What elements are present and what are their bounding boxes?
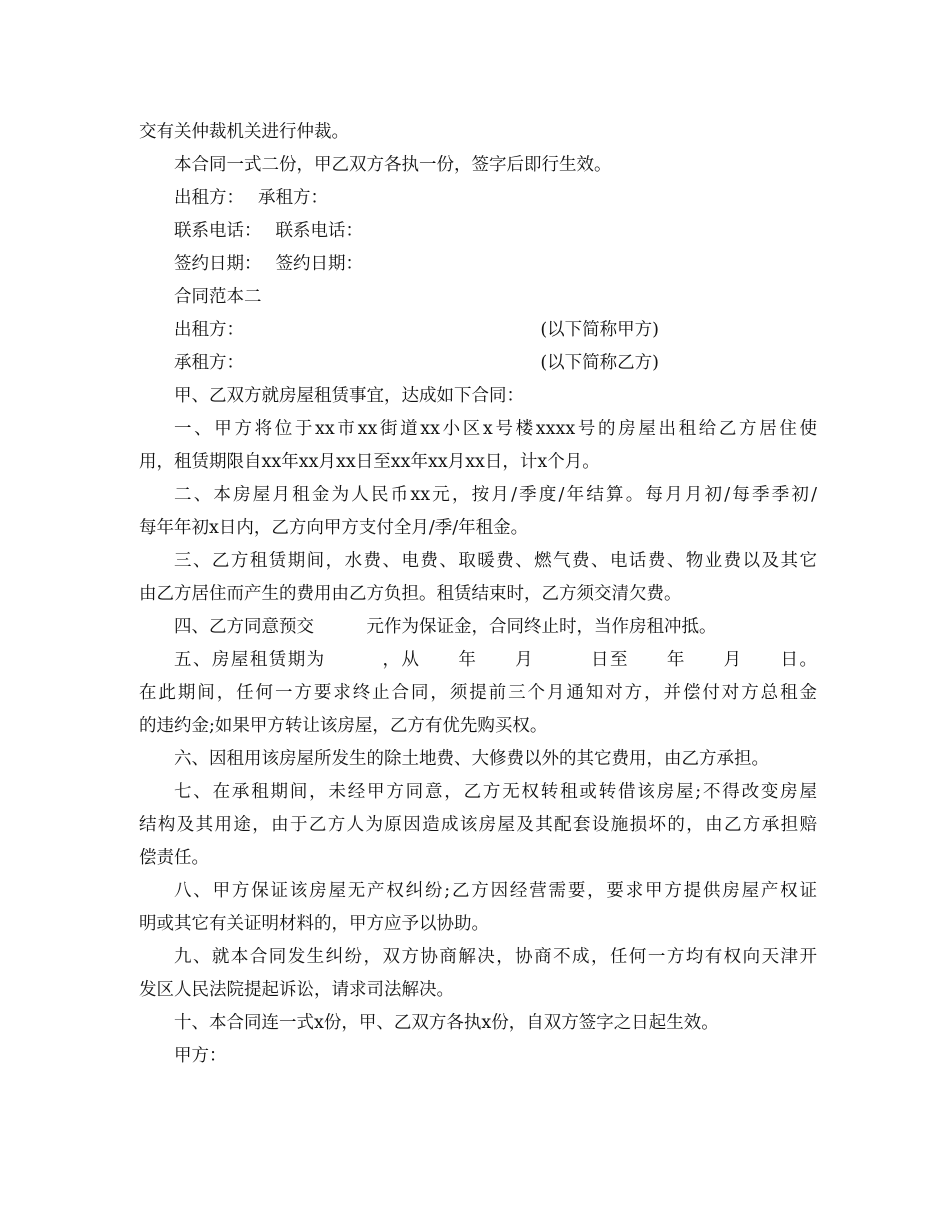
clause-3-line-2: 由乙方居住而产生的费用由乙方负担。租赁结束时，乙方须交清欠费。 (139, 584, 682, 604)
lessee-phone-label: 联系电话： (275, 221, 363, 241)
clause-9-line-1: 九、就本合同发生纠纷，双方协商解决，协商不成，任何一方均有权向天津开 (174, 947, 817, 967)
clause-7-line-2: 结构及其用途，由于乙方人为原因造成该房屋及其配套设施损坏的，由乙方承担赔 (139, 815, 817, 835)
clause-9-line-2: 发区人民法院提起诉讼，请求司法解决。 (139, 980, 454, 1000)
clause-4-line-1: 四、乙方同意预交 元作为保证金，合同终止时，当作房租冲抵。 (174, 617, 717, 637)
clause-2-line-1: 二、本房屋月租金为人民币xx元，按月/季度/年结算。每月月初/每季季初/ (174, 485, 817, 505)
closing-party-a: 甲方： (174, 1046, 227, 1066)
lessor-phone-label: 联系电话： (174, 221, 262, 241)
paragraph-continuation: 交有关仲裁机关进行仲裁。 (139, 122, 349, 142)
clause-3-line-1: 三、乙方租赁期间，水费、电费、取暖费、燃气费、电话费、物业费以及其它 (174, 551, 817, 571)
signature-date-row (139, 248, 817, 281)
clause-8-line-2: 明或其它有关证明材料的，甲方应予以协助。 (139, 914, 489, 934)
clause-5-line-2: 在此期间，任何一方要求终止合同，须提前三个月通知对方，并偿付对方总租金 (139, 683, 817, 703)
clause-2-line-2: 每年年初x日内，乙方向甲方支付全月/季/年租金。 (139, 518, 529, 538)
party-a-row (139, 314, 817, 347)
party-b-label: 承租方： (174, 353, 244, 373)
party-a-note: (以下简称甲方) (540, 320, 659, 340)
clause-8-line-1: 八、甲方保证该房屋无产权纠纷;乙方因经营需要，要求甲方提供房屋产权证 (174, 881, 817, 901)
sample-title: 合同范本二 (174, 287, 262, 307)
contract-intro: 甲、乙双方就房屋租赁事宜，达成如下合同： (174, 386, 524, 406)
clause-1-line-1: 一、甲方将位于xx市xx街道xx小区x号楼xxxx号的房屋出租给乙方居住使 (174, 419, 817, 439)
signature-phone-row (139, 215, 817, 248)
clause-6-line-1: 六、因租用该房屋所发生的除土地费、大修费以外的其它费用，由乙方承担。 (174, 749, 769, 769)
lessor-date-label: 签约日期： (174, 254, 262, 274)
clause-7-line-1: 七、在承租期间，未经甲方同意，乙方无权转租或转借该房屋;不得改变房屋 (174, 782, 817, 802)
document-body (139, 116, 817, 1073)
signature-parties-row (139, 182, 817, 215)
party-b-note: (以下简称乙方) (540, 353, 659, 373)
clause-5-line-1: 五、房屋租赁期为 ，从 年 月 日至 年 月 日。 (174, 650, 817, 670)
clause-10-line-1: 十、本合同连一式x份，甲、乙双方各执x份，自双方签字之日起生效。 (174, 1013, 719, 1033)
party-b-row (139, 347, 817, 380)
lessee-date-label: 签约日期： (275, 254, 363, 274)
paragraph-copies: 本合同一式二份，甲乙双方各执一份，签字后即行生效。 (174, 155, 612, 175)
lessee-label: 承租方： (258, 188, 328, 208)
clause-5-line-3: 的违约金;如果甲方转让该房屋，乙方有优先购买权。 (139, 716, 548, 736)
lessor-label: 出租方： (174, 188, 244, 208)
party-a-label: 出租方： (174, 320, 244, 340)
clause-7-line-3: 偿责任。 (139, 848, 209, 868)
clause-1-line-2: 用，租赁期限自xx年xx月xx日至xx年xx月xx日，计x个月。 (139, 452, 600, 472)
